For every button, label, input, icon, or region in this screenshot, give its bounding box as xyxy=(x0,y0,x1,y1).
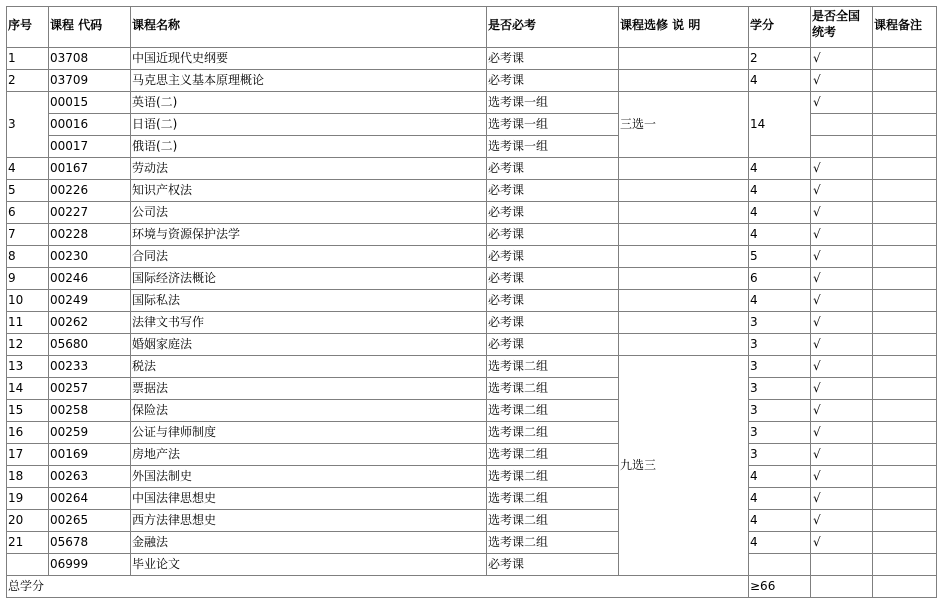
cell-national: √ xyxy=(811,466,873,488)
cell-required: 必考课 xyxy=(487,290,619,312)
table-row xyxy=(7,488,937,510)
cell-remark xyxy=(873,290,937,312)
cell-remark xyxy=(873,400,937,422)
total-label: 总学分 xyxy=(7,576,749,598)
cell-remark xyxy=(873,378,937,400)
total-row xyxy=(7,576,937,598)
cell-elective xyxy=(619,180,749,202)
cell-code: 00257 xyxy=(49,378,131,400)
cell-name: 公证与律师制度 xyxy=(131,422,487,444)
cell-seq: 11 xyxy=(7,312,49,334)
cell-remark xyxy=(873,356,937,378)
cell-remark xyxy=(873,268,937,290)
header-seq: 序号 xyxy=(7,7,49,48)
cell-elective-group2: 九选三 xyxy=(619,356,749,576)
cell-remark xyxy=(873,136,937,158)
cell-required: 必考课 xyxy=(487,224,619,246)
cell-seq: 18 xyxy=(7,466,49,488)
cell-credits: 4 xyxy=(749,510,811,532)
cell-code: 00227 xyxy=(49,202,131,224)
cell-national: √ xyxy=(811,378,873,400)
cell-remark xyxy=(873,576,937,598)
cell-remark xyxy=(873,488,937,510)
cell-seq: 5 xyxy=(7,180,49,202)
cell-required: 必考课 xyxy=(487,246,619,268)
cell-required: 必考课 xyxy=(487,48,619,70)
cell-seq: 7 xyxy=(7,224,49,246)
cell-remark xyxy=(873,92,937,114)
cell-name: 合同法 xyxy=(131,246,487,268)
cell-required: 选考课二组 xyxy=(487,422,619,444)
header-code: 课程 代码 xyxy=(49,7,131,48)
cell-seq: 19 xyxy=(7,488,49,510)
cell-name: 婚姻家庭法 xyxy=(131,334,487,356)
table-row xyxy=(7,268,937,290)
header-required: 是否必考 xyxy=(487,7,619,48)
cell-required: 必考课 xyxy=(487,312,619,334)
table-row xyxy=(7,180,937,202)
cell-required: 必考课 xyxy=(487,202,619,224)
cell-code: 05678 xyxy=(49,532,131,554)
cell-code: 00265 xyxy=(49,510,131,532)
cell-name: 票据法 xyxy=(131,378,487,400)
cell-remark xyxy=(873,246,937,268)
cell-code: 00246 xyxy=(49,268,131,290)
table-row xyxy=(7,378,937,400)
cell-code: 00230 xyxy=(49,246,131,268)
cell-required: 选考课二组 xyxy=(487,444,619,466)
cell-seq: 13 xyxy=(7,356,49,378)
table-row xyxy=(7,422,937,444)
cell-remark xyxy=(873,554,937,576)
cell-seq: 12 xyxy=(7,334,49,356)
cell-credits: 4 xyxy=(749,158,811,180)
cell-seq: 20 xyxy=(7,510,49,532)
cell-code: 00264 xyxy=(49,488,131,510)
cell-name: 中国法律思想史 xyxy=(131,488,487,510)
cell-seq: 16 xyxy=(7,422,49,444)
cell-elective-group1: 三选一 xyxy=(619,92,749,158)
cell-code: 00263 xyxy=(49,466,131,488)
cell-code: 00249 xyxy=(49,290,131,312)
table-row xyxy=(7,356,937,378)
header-row xyxy=(7,7,937,48)
cell-remark xyxy=(873,202,937,224)
header-remark: 课程备注 xyxy=(873,7,937,48)
cell-elective xyxy=(619,48,749,70)
cell-name: 金融法 xyxy=(131,532,487,554)
cell-national: √ xyxy=(811,180,873,202)
cell-remark xyxy=(873,510,937,532)
cell-required: 选考课二组 xyxy=(487,378,619,400)
cell-required: 选考课二组 xyxy=(487,400,619,422)
cell-required: 选考课二组 xyxy=(487,488,619,510)
cell-required: 选考课一组 xyxy=(487,92,619,114)
cell-credits xyxy=(749,554,811,576)
table-row xyxy=(7,158,937,180)
cell-credits-group1: 14 xyxy=(749,92,811,158)
table-row xyxy=(7,444,937,466)
cell-national: √ xyxy=(811,356,873,378)
table-body xyxy=(7,48,937,598)
cell-remark xyxy=(873,180,937,202)
cell-name: 环境与资源保护法学 xyxy=(131,224,487,246)
cell-code: 03709 xyxy=(49,70,131,92)
table-row xyxy=(7,510,937,532)
cell-remark xyxy=(873,444,937,466)
cell-required: 选考课二组 xyxy=(487,466,619,488)
cell-national: √ xyxy=(811,48,873,70)
header-credits: 学分 xyxy=(749,7,811,48)
cell-required: 必考课 xyxy=(487,180,619,202)
table-row xyxy=(7,48,937,70)
cell-name: 西方法律思想史 xyxy=(131,510,487,532)
cell-seq: 14 xyxy=(7,378,49,400)
cell-credits: 5 xyxy=(749,246,811,268)
cell-national: √ xyxy=(811,158,873,180)
cell-credits: 3 xyxy=(749,356,811,378)
table-row xyxy=(7,224,937,246)
table-row xyxy=(7,246,937,268)
cell-name: 劳动法 xyxy=(131,158,487,180)
cell-remark xyxy=(873,334,937,356)
cell-code: 00226 xyxy=(49,180,131,202)
cell-required: 必考课 xyxy=(487,268,619,290)
cell-seq-group1: 3 xyxy=(7,92,49,158)
cell-required: 必考课 xyxy=(487,334,619,356)
cell-elective xyxy=(619,290,749,312)
cell-code: 00259 xyxy=(49,422,131,444)
cell-credits: 3 xyxy=(749,400,811,422)
cell-remark xyxy=(873,312,937,334)
cell-national: √ xyxy=(811,70,873,92)
cell-seq: 9 xyxy=(7,268,49,290)
cell-elective xyxy=(619,202,749,224)
cell-credits: 3 xyxy=(749,444,811,466)
cell-name: 保险法 xyxy=(131,400,487,422)
cell-name: 国际经济法概论 xyxy=(131,268,487,290)
header-name: 课程名称 xyxy=(131,7,487,48)
cell-code: 00228 xyxy=(49,224,131,246)
cell-name: 公司法 xyxy=(131,202,487,224)
cell-code: 00015 xyxy=(49,92,131,114)
table-row xyxy=(7,532,937,554)
cell-national xyxy=(811,114,873,136)
table-row xyxy=(7,70,937,92)
cell-credits: 4 xyxy=(749,466,811,488)
cell-name: 法律文书写作 xyxy=(131,312,487,334)
cell-elective xyxy=(619,224,749,246)
cell-national: √ xyxy=(811,422,873,444)
cell-national: √ xyxy=(811,532,873,554)
course-table xyxy=(6,6,937,598)
cell-name: 毕业论文 xyxy=(131,554,487,576)
cell-required: 必考课 xyxy=(487,158,619,180)
cell-code: 00016 xyxy=(49,114,131,136)
cell-remark xyxy=(873,466,937,488)
cell-elective xyxy=(619,312,749,334)
cell-national xyxy=(811,136,873,158)
cell-remark xyxy=(873,532,937,554)
cell-credits: 4 xyxy=(749,202,811,224)
cell-name: 知识产权法 xyxy=(131,180,487,202)
cell-required: 选考课一组 xyxy=(487,136,619,158)
cell-credits: 3 xyxy=(749,334,811,356)
cell-remark xyxy=(873,114,937,136)
cell-remark xyxy=(873,224,937,246)
cell-code: 06999 xyxy=(49,554,131,576)
cell-national: √ xyxy=(811,246,873,268)
cell-seq: 6 xyxy=(7,202,49,224)
table-row xyxy=(7,290,937,312)
cell-code: 03708 xyxy=(49,48,131,70)
cell-elective xyxy=(619,268,749,290)
cell-name: 国际私法 xyxy=(131,290,487,312)
table-row xyxy=(7,554,937,576)
cell-name: 俄语(二) xyxy=(131,136,487,158)
table-row xyxy=(7,312,937,334)
cell-national xyxy=(811,576,873,598)
cell-national: √ xyxy=(811,488,873,510)
table-row xyxy=(7,334,937,356)
cell-national: √ xyxy=(811,290,873,312)
cell-required: 选考课二组 xyxy=(487,532,619,554)
cell-seq: 1 xyxy=(7,48,49,70)
cell-code: 00017 xyxy=(49,136,131,158)
cell-name: 外国法制史 xyxy=(131,466,487,488)
cell-national: √ xyxy=(811,92,873,114)
cell-remark xyxy=(873,48,937,70)
cell-credits: 4 xyxy=(749,70,811,92)
cell-national: √ xyxy=(811,312,873,334)
cell-required: 选考课二组 xyxy=(487,510,619,532)
cell-elective xyxy=(619,334,749,356)
cell-national xyxy=(811,554,873,576)
cell-seq: 8 xyxy=(7,246,49,268)
table-row xyxy=(7,466,937,488)
cell-name: 日语(二) xyxy=(131,114,487,136)
table-row xyxy=(7,92,937,114)
cell-code: 00258 xyxy=(49,400,131,422)
cell-credits: 4 xyxy=(749,224,811,246)
cell-name: 马克思主义基本原理概论 xyxy=(131,70,487,92)
cell-code: 00233 xyxy=(49,356,131,378)
table-row xyxy=(7,400,937,422)
cell-seq: 17 xyxy=(7,444,49,466)
cell-code: 00167 xyxy=(49,158,131,180)
cell-required: 必考课 xyxy=(487,70,619,92)
cell-name: 中国近现代史纲要 xyxy=(131,48,487,70)
cell-national: √ xyxy=(811,334,873,356)
cell-seq: 10 xyxy=(7,290,49,312)
header-national: 是否全国统考 xyxy=(811,7,873,48)
total-credits: ≥66 xyxy=(749,576,811,598)
cell-required: 必考课 xyxy=(487,554,619,576)
cell-code: 00169 xyxy=(49,444,131,466)
cell-remark xyxy=(873,422,937,444)
cell-credits: 4 xyxy=(749,488,811,510)
cell-elective xyxy=(619,70,749,92)
cell-national: √ xyxy=(811,400,873,422)
cell-credits: 3 xyxy=(749,378,811,400)
cell-elective xyxy=(619,158,749,180)
cell-name: 税法 xyxy=(131,356,487,378)
cell-seq: 21 xyxy=(7,532,49,554)
cell-seq: 15 xyxy=(7,400,49,422)
cell-credits: 4 xyxy=(749,532,811,554)
cell-name: 英语(二) xyxy=(131,92,487,114)
cell-credits: 4 xyxy=(749,290,811,312)
cell-credits: 2 xyxy=(749,48,811,70)
cell-required: 选考课二组 xyxy=(487,356,619,378)
cell-credits: 3 xyxy=(749,422,811,444)
cell-national: √ xyxy=(811,444,873,466)
cell-national: √ xyxy=(811,510,873,532)
cell-name: 房地产法 xyxy=(131,444,487,466)
cell-credits: 6 xyxy=(749,268,811,290)
cell-seq: 4 xyxy=(7,158,49,180)
cell-seq: 2 xyxy=(7,70,49,92)
table-row xyxy=(7,202,937,224)
cell-remark xyxy=(873,158,937,180)
cell-credits: 4 xyxy=(749,180,811,202)
cell-code: 00262 xyxy=(49,312,131,334)
cell-credits: 3 xyxy=(749,312,811,334)
cell-remark xyxy=(873,70,937,92)
cell-seq xyxy=(7,554,49,576)
header-elective: 课程选修 说 明 xyxy=(619,7,749,48)
cell-national: √ xyxy=(811,202,873,224)
cell-national: √ xyxy=(811,224,873,246)
cell-elective xyxy=(619,246,749,268)
cell-required: 选考课一组 xyxy=(487,114,619,136)
cell-code: 05680 xyxy=(49,334,131,356)
cell-national: √ xyxy=(811,268,873,290)
